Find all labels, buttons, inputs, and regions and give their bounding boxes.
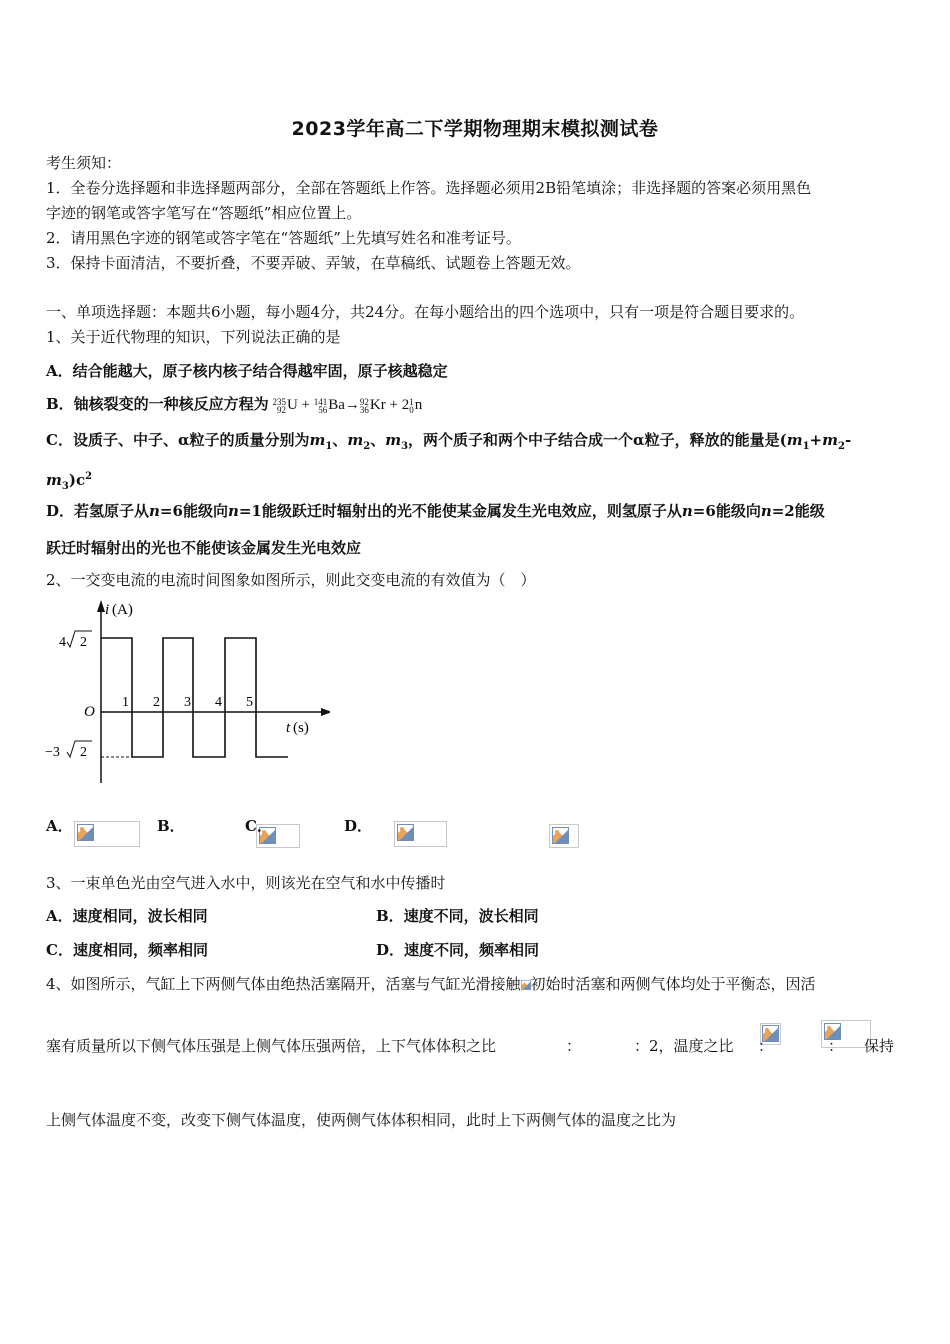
- current-waveform: [101, 638, 288, 757]
- broken-image-icon: [397, 824, 414, 841]
- q2-option-a[interactable]: A．: [46, 817, 73, 835]
- fission-equation: 235 92 U + 141 56 Ba→ 92 36 Kr + 2 1 0 n: [272, 397, 423, 415]
- notice-line-1: 1．全卷分选择题和非选择题两部分，全部在答题纸上作答。选择题必须用2B铅笔填涂；非选择题的答案必须用黑色: [46, 179, 812, 197]
- bottom-value-rad: 2: [80, 745, 87, 760]
- q3-option-c[interactable]: C．速度相同，频率相同: [46, 941, 208, 959]
- top-value-coef: 4: [59, 635, 66, 650]
- q4-line-2a: 塞有质量所以下侧气体压强是上侧气体压强两倍，上下气体体积之比: [46, 1037, 497, 1055]
- q3-option-d[interactable]: D．速度不同，频率相同: [376, 941, 540, 959]
- q1-option-c-cont: $m_3)c^2$: [46, 471, 93, 492]
- current-time-graph: [40, 598, 330, 788]
- q1-option-d-cont: 跃迁时辐射出的光也不能使该金属发生光电效应: [46, 539, 362, 557]
- q4-colon-3: ：: [828, 1037, 844, 1055]
- q2-option-d-image: [549, 824, 579, 848]
- y-axis-arrow-icon: [97, 600, 105, 612]
- broken-image-icon: [521, 980, 531, 990]
- notice-line-1b: 字迹的钢笔或答字笔写在“答题纸”相应位置上。: [46, 204, 362, 222]
- section-heading: 一、单项选择题：本题共6小题，每小题4分，共24分。在每小题给出的四个选项中，只有一项是符合题目要求的。: [46, 303, 805, 321]
- x-label-unit: (s): [293, 720, 309, 736]
- q1-option-c: C．设质子、中子、α粒子的质量分别为$m_1$、$m_2$、$m_3$，两个质子和两个中子结合成一个α粒子，释放的能量是($m_1+m_2-$: [46, 431, 852, 452]
- q2-option-a-image: [74, 821, 140, 847]
- q1-stem: 1、关于近代物理的知识，下列说法正确的是: [46, 328, 341, 346]
- q3-stem: 3、一束单色光由空气进入水中，则该光在空气和水中传播时: [46, 874, 446, 892]
- bottom-value-coef: −3: [45, 745, 60, 760]
- tick-label: 1: [122, 695, 129, 710]
- tick-label: 4: [215, 695, 222, 710]
- q4-colon-1: ：: [566, 1037, 582, 1055]
- y-label-unit: (A): [112, 602, 133, 618]
- q3-option-a[interactable]: A．速度相同，波长相同: [46, 907, 208, 925]
- tick-label: 3: [184, 695, 191, 710]
- origin-label: O: [84, 704, 95, 720]
- tick-labels: [122, 695, 253, 710]
- q4-line-1: 4、如图所示，气缸上下两侧气体由绝热活塞隔开，活塞与气缸光滑接触 初始时活塞和两侧气体均处于平衡态，因活: [46, 975, 816, 993]
- q3-option-b[interactable]: B．速度不同，波长相同: [376, 907, 539, 925]
- q2-option-c[interactable]: C．: [245, 817, 272, 835]
- q1-option-b: [46, 394, 422, 415]
- broken-image-icon: [552, 827, 569, 844]
- tick-label: 2: [153, 695, 160, 710]
- notice-line-2: 2．请用黑色字迹的钢笔或答字笔在“答题纸”上先填写姓名和准考证号。: [46, 229, 521, 247]
- top-value-rad: 2: [80, 635, 87, 650]
- q4-line-3: 上侧气体温度不变，改变下侧气体温度，使两侧气体体积相同，此时上下两侧气体的温度之比为: [46, 1111, 677, 1129]
- q1-option-a: A．结合能越大，原子核内核子结合得越牢固，原子核越稳定: [46, 362, 448, 380]
- q2-stem: 2、一交变电流的电流时间图象如图所示，则此交变电流的有效值为（ ）: [46, 571, 536, 589]
- q4-line-2b: ：2，温度之比: [634, 1037, 734, 1055]
- q4-colon-2: ：: [758, 1037, 774, 1055]
- q4-line-2c: 保持: [864, 1037, 895, 1055]
- x-label-t: t: [286, 720, 291, 736]
- notice-heading: 考生须知：: [46, 154, 122, 172]
- q1-option-d: D．若氢原子从n=6能级向n=1能级跃迁时辐射出的光不能使某金属发生光电效应，则氢原子从n=6能级向n=2能级: [46, 502, 825, 520]
- tick-label: 5: [246, 695, 253, 710]
- y-label-i: i: [105, 602, 110, 618]
- q2-option-d[interactable]: D．: [344, 817, 373, 835]
- x-axis-arrow-icon: [321, 708, 330, 716]
- broken-image-icon: [77, 824, 94, 841]
- page-title: 2023学年高二下学期物理期末模拟测试卷: [291, 118, 659, 140]
- q1-option-b-text: B．铀核裂变的一种核反应方程为: [46, 395, 269, 413]
- notice-line-3: 3．保持卡面清洁，不要折叠，不要弄破、弄皱，在草稿纸、试题卷上答题无效。: [46, 254, 581, 272]
- q2-option-b[interactable]: B．: [157, 817, 185, 835]
- q2-option-c-image: [394, 821, 447, 847]
